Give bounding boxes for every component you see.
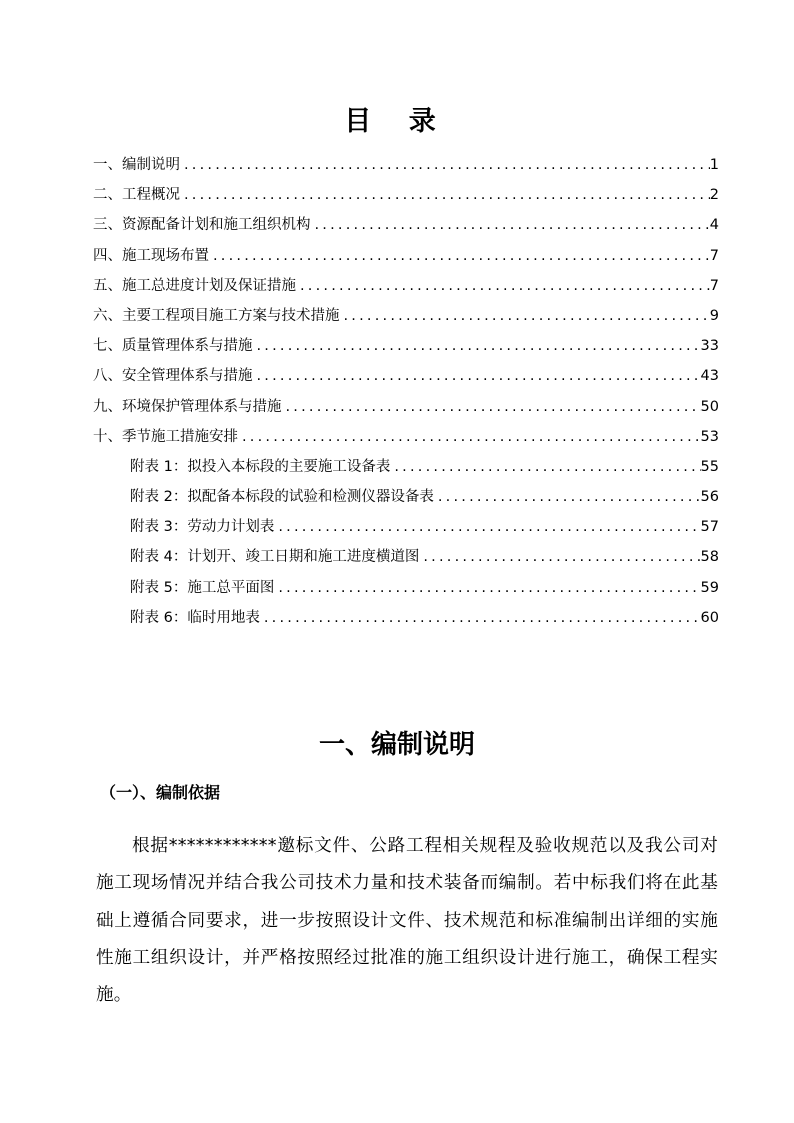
toc-entry-label: 附表 3：劳动力计划表 — [130, 519, 275, 536]
toc-entry[interactable] — [93, 210, 719, 240]
toc-entry-page: 33 — [700, 338, 719, 355]
toc-subentry[interactable] — [93, 573, 719, 603]
toc-entry-label: 附表 6：临时用地表 — [130, 609, 260, 626]
toc-entry-page: 4 — [709, 217, 719, 234]
toc-entry-label: 附表 4：计划开、竣工日期和施工进度横道图 — [130, 549, 420, 566]
toc-entry-label: 八、安全管理体系与措施 — [93, 368, 253, 385]
toc-leader-dots — [390, 452, 700, 482]
toc-leader-dots — [180, 180, 710, 210]
toc-leader-dots — [260, 603, 701, 633]
toc-leader-dots — [209, 241, 710, 271]
toc-entry-page: 43 — [700, 368, 719, 385]
toc-entry-page: 1 — [709, 157, 719, 173]
toc-entry-label: 二、工程概况 — [93, 187, 180, 204]
toc-entry[interactable] — [93, 180, 719, 210]
toc-entry-label: 附表 5：施工总平面图 — [130, 579, 275, 596]
toc-leader-dots — [419, 542, 700, 572]
toc-entry-page: 56 — [700, 489, 719, 506]
subsection-heading: （一）、编制依据 — [100, 783, 221, 802]
toc-subentry[interactable] — [93, 482, 719, 512]
toc-entry[interactable] — [93, 331, 719, 361]
toc-leader-dots — [274, 512, 700, 542]
toc-entry-page: 57 — [700, 519, 719, 536]
toc-entry-label: 一、编制说明 — [93, 157, 180, 173]
toc-entry[interactable] — [93, 150, 719, 180]
toc-leader-dots — [238, 422, 701, 452]
toc-subentry[interactable] — [93, 512, 719, 542]
toc-entry-label: 十、季节施工措施安排 — [93, 428, 238, 445]
toc-entry[interactable] — [93, 422, 719, 452]
table-of-contents — [93, 150, 719, 633]
toc-entry-page: 9 — [709, 307, 719, 324]
toc-entry[interactable] — [93, 241, 719, 271]
toc-leader-dots — [434, 482, 701, 512]
toc-leader-dots — [253, 361, 701, 391]
toc-entry-page: 50 — [700, 398, 719, 415]
toc-entry-page: 55 — [700, 458, 719, 475]
toc-entry-page: 60 — [700, 609, 719, 626]
toc-leader-dots — [180, 150, 710, 180]
toc-entry-page: 59 — [700, 579, 719, 596]
toc-leader-dots — [311, 210, 710, 240]
toc-leader-dots — [296, 271, 710, 301]
toc-leader-dots — [253, 331, 701, 361]
toc-entry[interactable] — [93, 392, 719, 422]
toc-entry[interactable] — [93, 361, 719, 391]
toc-leader-dots — [282, 392, 701, 422]
toc-leader-dots — [340, 301, 710, 331]
toc-entry-label: 四、施工现场布置 — [93, 247, 209, 264]
toc-entry[interactable] — [93, 271, 719, 301]
toc-entry-label: 九、环境保护管理体系与措施 — [93, 398, 282, 415]
toc-entry-label: 三、资源配备计划和施工组织机构 — [93, 217, 311, 234]
toc-entry-label: 七、质量管理体系与措施 — [93, 338, 253, 355]
toc-subentry[interactable] — [93, 603, 719, 633]
toc-entry-page: 7 — [709, 277, 719, 294]
body-paragraph: 根据************邀标文件、公路工程相关规程及验收规范以及我公司对施工现场情况并结合我公司技术力量和技术装备而编制。若中标我们将在此基础上遵循合同要求，进一步按照设计文件、技术规范和标准编制出详细的实施性施工组织设计，并严格按照经过批准的施工组织设计进行施工，确保工程实施。 — [96, 836, 718, 1006]
toc-entry-label: 附表 1：拟投入本标段的主要施工设备表 — [130, 458, 391, 475]
toc-entry-label: 附表 2：拟配备本标段的试验和检测仪器设备表 — [130, 489, 434, 506]
toc-subentry[interactable] — [93, 542, 719, 572]
toc-leader-dots — [274, 573, 700, 603]
toc-entry-page: 7 — [709, 247, 719, 264]
section-title: 一、编制说明 — [318, 730, 475, 760]
toc-entry-page: 58 — [700, 549, 719, 566]
toc-entry[interactable] — [93, 301, 719, 331]
toc-entry-page: 53 — [700, 428, 719, 445]
toc-title: 目 录 — [344, 106, 450, 137]
toc-subentry[interactable] — [93, 452, 719, 482]
toc-entry-label: 六、主要工程项目施工方案与技术措施 — [93, 307, 340, 324]
toc-entry-page: 2 — [709, 187, 719, 204]
toc-entry-label: 五、施工总进度计划及保证措施 — [93, 277, 296, 294]
